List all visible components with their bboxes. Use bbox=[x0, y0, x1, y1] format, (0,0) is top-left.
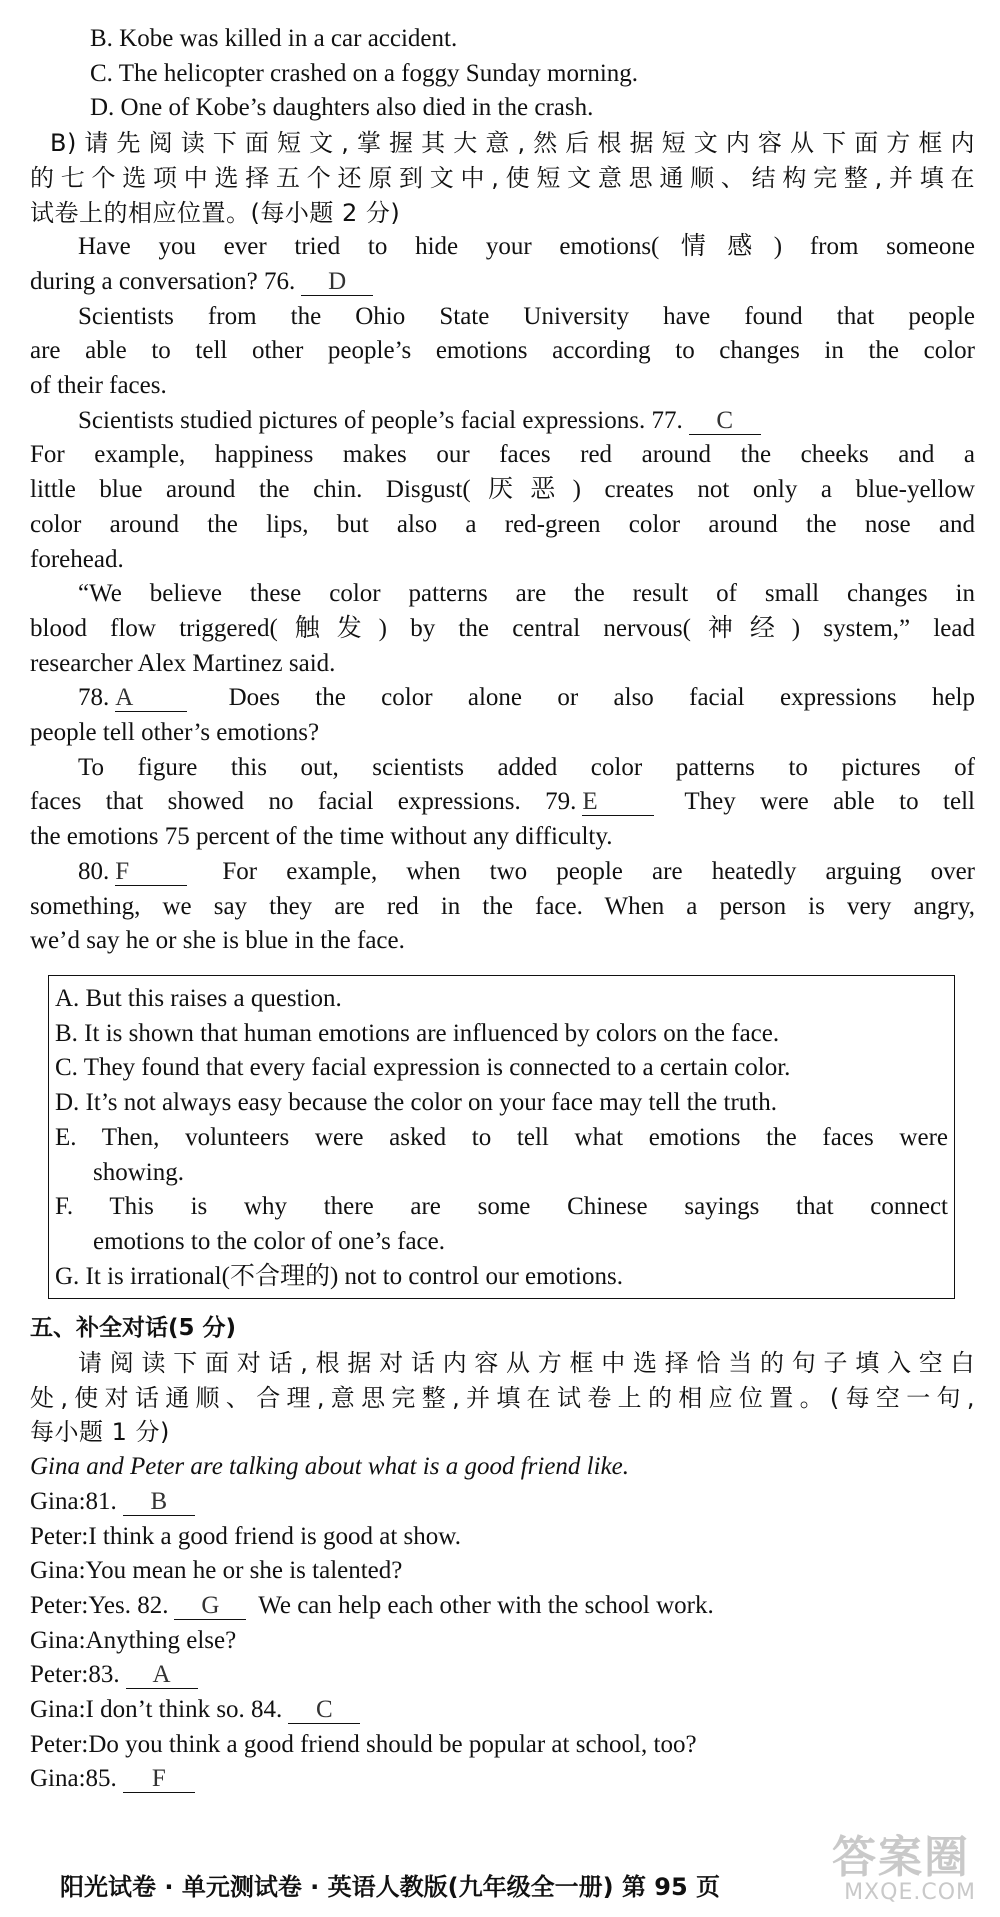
passage-p7-line2: something, we say they are red in the face. When a person is very angry, bbox=[30, 892, 975, 920]
passage-p1-line1: Have you ever tried to hide your emotions(情感) from someone bbox=[78, 233, 975, 261]
passage-p7-line1 bbox=[30, 855, 975, 890]
dialogue-line-81 bbox=[30, 1485, 975, 1520]
q75-option-d: D. One of Kobe’s daughters also died in the crash. bbox=[90, 94, 594, 122]
section-5-instruction-2: 处,使对话通顺、合理,意思完整,并填在试卷上的相应位置。(每空一句, bbox=[30, 1383, 975, 1412]
exam-page bbox=[30, 22, 975, 1797]
dialogue-text-84: Gina:I don’t think so. 84. bbox=[30, 1696, 283, 1724]
passage-p1-line2 bbox=[30, 265, 975, 300]
passage-p4-line1: “We believe these color patterns are the result of small changes in bbox=[78, 580, 975, 608]
passage-p2-line1: Scientists from the Ohio State University have found that people bbox=[78, 302, 975, 330]
passage-p2-line2: are able to tell other people’s emotions according to changes in the color bbox=[30, 337, 975, 365]
options-box bbox=[48, 975, 955, 1299]
page-footer: 阳光试卷 · 单元测试卷 · 英语人教版(九年级全一册) 第 95 页 bbox=[60, 1873, 721, 1901]
question-number-80: 80. bbox=[78, 857, 110, 885]
passage-p6-line2 bbox=[30, 785, 975, 820]
box-option-f-line1: F. This is why there are some Chinese sayings that connect bbox=[55, 1193, 948, 1221]
dialogue-intro: Gina and Peter are talking about what is a good friend like. bbox=[30, 1453, 630, 1481]
dialogue-line-5: Gina:Anything else? bbox=[30, 1626, 237, 1654]
passage-p7-line3: we’d say he or she is blue in the face. bbox=[30, 927, 405, 955]
passage-p3-line5: forehead. bbox=[30, 545, 124, 573]
section-b-instruction-1: B)请先阅读下面短文,掌握其大意,然后根据短文内容从下面方框内 bbox=[50, 129, 975, 158]
answer-blank-85[interactable]: F bbox=[123, 1766, 195, 1793]
dialogue-text-82b: We can help each other with the school work. bbox=[258, 1591, 714, 1619]
passage-p3-line2: For example, happiness makes our faces red around the cheeks and a bbox=[30, 441, 975, 469]
box-option-e-line1: E. Then, volunteers were asked to tell what emotions the faces were bbox=[55, 1123, 948, 1151]
watermark-url: MXQE.COM bbox=[844, 1880, 976, 1906]
passage-p3-line3: little blue around the chin. Disgust(厌恶) creates not only a blue-yellow bbox=[30, 476, 975, 504]
answer-blank-79[interactable]: E bbox=[582, 789, 654, 816]
watermark bbox=[800, 1832, 990, 1911]
answer-blank-76[interactable]: D bbox=[301, 269, 373, 296]
passage-p6-text-b: They were able to tell bbox=[684, 788, 975, 816]
box-option-d: D. It’s not always easy because the color on your face may tell the truth. bbox=[55, 1089, 777, 1117]
dialogue-text-83: Peter:83. bbox=[30, 1661, 120, 1689]
passage-p6-line3: the emotions 75 percent of the time without any difficulty. bbox=[30, 823, 613, 851]
section-b-instruction-3: 试卷上的相应位置。(每小题 2 分) bbox=[30, 198, 401, 227]
box-option-g: G. It is irrational(不合理的) not to control our emotions. bbox=[55, 1262, 623, 1290]
answer-blank-84[interactable]: C bbox=[288, 1697, 360, 1724]
passage-p5-text: Does the color alone or also facial expressions help bbox=[228, 684, 975, 712]
section-5-heading: 五、补全对话(5 分) bbox=[30, 1315, 237, 1342]
dialogue-line-8: Peter:Do you think a good friend should be popular at school, too? bbox=[30, 1730, 697, 1758]
passage-p2-line3: of their faces. bbox=[30, 372, 167, 400]
box-option-a: A. But this raises a question. bbox=[55, 984, 342, 1012]
answer-blank-83[interactable]: A bbox=[126, 1662, 198, 1689]
dialogue-line-84 bbox=[30, 1693, 975, 1728]
box-option-b: B. It is shown that human emotions are influenced by colors on the face. bbox=[55, 1019, 780, 1047]
passage-p4-line2: blood flow triggered(触发) by the central nervous(神经) system,” lead bbox=[30, 614, 975, 642]
watermark-logo: 答案圈 bbox=[832, 1832, 970, 1883]
dialogue-line-85 bbox=[30, 1762, 975, 1797]
box-option-e-line2: showing. bbox=[93, 1158, 184, 1186]
passage-p1-text: during a conversation? 76. bbox=[30, 267, 296, 295]
passage-p3-text: Scientists studied pictures of people’s facial expressions. 77. bbox=[78, 406, 683, 434]
section-5-instruction-3: 每小题 1 分) bbox=[30, 1418, 170, 1447]
box-option-f-line2: emotions to the color of one’s face. bbox=[93, 1227, 445, 1255]
passage-p6-text-a: faces that showed no facial expressions. 79. bbox=[30, 788, 577, 816]
q75-option-b: B. Kobe was killed in a car accident. bbox=[90, 25, 458, 52]
answer-blank-81[interactable]: B bbox=[123, 1489, 195, 1516]
passage-p7-text: For example, when two people are heatedly arguing over bbox=[222, 857, 975, 885]
dialogue-line-83 bbox=[30, 1658, 975, 1693]
dialogue-line-3: Gina:You mean he or she is talented? bbox=[30, 1557, 403, 1585]
question-number-78: 78. bbox=[78, 684, 110, 712]
dialogue-text-85: Gina:85. bbox=[30, 1765, 117, 1793]
answer-blank-80[interactable]: F bbox=[115, 859, 187, 886]
dialogue-text-81: Gina:81. bbox=[30, 1487, 117, 1515]
passage-p6-line1: To figure this out, scientists added color patterns to pictures of bbox=[78, 753, 975, 781]
dialogue-line-2: Peter:I think a good friend is good at show. bbox=[30, 1522, 461, 1550]
q75-option-c: C. The helicopter crashed on a foggy Sunday morning. bbox=[90, 59, 639, 87]
passage-p5-line1 bbox=[30, 681, 975, 716]
passage-p5-line2: people tell other’s emotions? bbox=[30, 719, 320, 747]
box-option-c: C. They found that every facial expression is connected to a certain color. bbox=[55, 1054, 791, 1082]
section-5-instruction-1: 请阅读下面对话,根据对话内容从方框中选择恰当的句子填入空白 bbox=[78, 1349, 975, 1378]
answer-blank-77[interactable]: C bbox=[689, 408, 761, 435]
dialogue-text-82: Peter:Yes. 82. bbox=[30, 1591, 169, 1619]
passage-p3-line4: color around the lips, but also a red-green color around the nose and bbox=[30, 510, 975, 538]
passage-p4-line3: researcher Alex Martinez said. bbox=[30, 649, 336, 677]
passage-p3-line1 bbox=[30, 404, 975, 439]
answer-blank-82[interactable]: G bbox=[174, 1593, 246, 1620]
section-b-instruction-2: 的七个选项中选择五个还原到文中,使短文意思通顺、结构完整,并填在 bbox=[30, 163, 975, 192]
answer-blank-78[interactable]: A bbox=[115, 685, 187, 712]
dialogue-line-82 bbox=[30, 1589, 975, 1624]
